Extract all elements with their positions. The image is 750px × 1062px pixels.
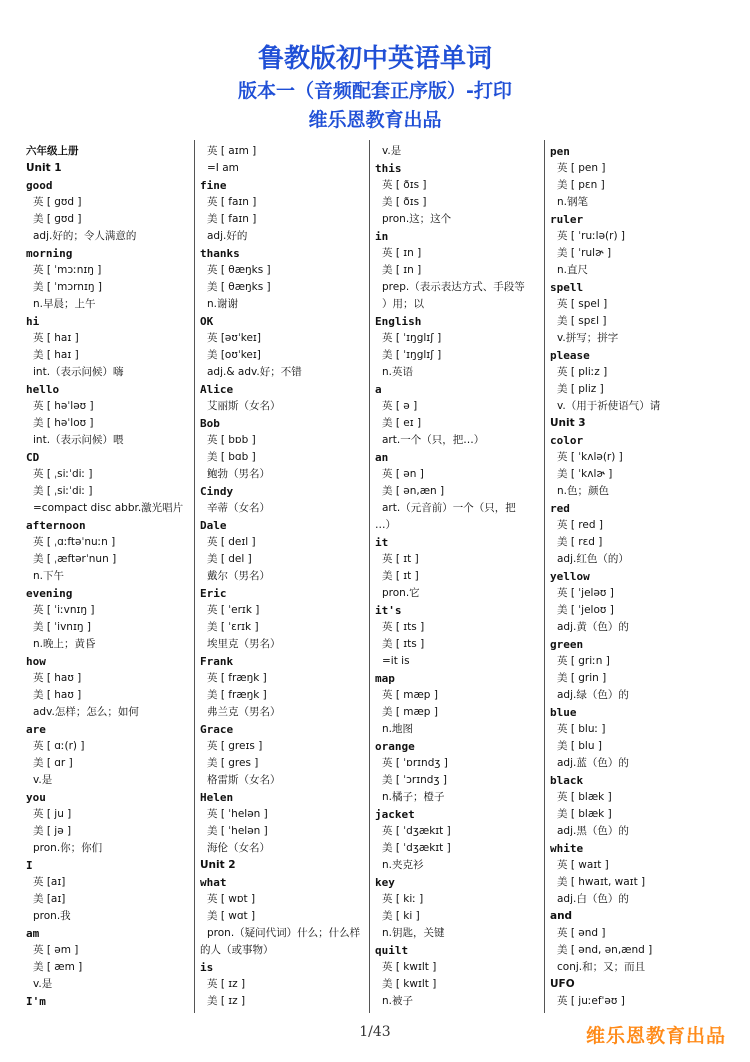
document-subtitle: 版本一（音频配套正序版）-打印 bbox=[238, 80, 512, 102]
entry-line: 美 [ ˈdʒækɪt ] bbox=[382, 842, 451, 854]
entry-line: 美 [ grin ] bbox=[557, 672, 607, 684]
entry-line: 英 [ ɪz ] bbox=[207, 978, 246, 990]
headword: how bbox=[26, 655, 46, 668]
headword: fine bbox=[200, 179, 227, 192]
headword: hello bbox=[26, 383, 60, 396]
entry-line: 美 [ blæk ] bbox=[557, 808, 612, 820]
headword: Grace bbox=[200, 723, 234, 736]
entry-line: n.地图 bbox=[382, 723, 413, 735]
entry-line: 英 [ juːefˈəʊ ] bbox=[557, 995, 625, 1007]
entry-line: 英 [ griːn ] bbox=[557, 655, 610, 667]
entry-line: 美 [ bɑb ] bbox=[207, 451, 256, 463]
entry-line: 美 [ ˈmɔrnɪŋ ] bbox=[33, 281, 102, 293]
headword: please bbox=[550, 349, 590, 362]
entry-line: 英 [ həˈləʊ ] bbox=[33, 400, 94, 412]
entry-line: 英 [ bluː ] bbox=[557, 723, 606, 735]
entry-line: ）用；以 bbox=[382, 298, 424, 310]
entry-line: v.拼写；拼字 bbox=[557, 332, 619, 344]
headword: map bbox=[375, 672, 395, 685]
entry-line: 英 [ mæp ] bbox=[382, 689, 438, 701]
entry-line: 美 [ ðɪs ] bbox=[382, 196, 427, 208]
entry-line: 英 [ ɪt ] bbox=[382, 553, 419, 565]
entry-line: adj.绿（色）的 bbox=[557, 689, 629, 701]
entry-line: n.谢谢 bbox=[207, 298, 238, 310]
section-heading: Unit 1 bbox=[26, 162, 62, 174]
headword: pen bbox=[550, 145, 570, 158]
entry-line: 英 [ ə ] bbox=[382, 400, 418, 412]
entry-line: 英 [ wɒt ] bbox=[207, 893, 256, 905]
headword: am bbox=[26, 927, 40, 940]
entry-line: pron.这；这个 bbox=[382, 213, 452, 225]
entry-line: 美 [ ən,æn ] bbox=[382, 485, 445, 497]
entry-line: 英 [ ˈhelən ] bbox=[207, 808, 268, 820]
entry-line: n.钢笔 bbox=[557, 196, 588, 208]
headword: I bbox=[26, 859, 33, 872]
entry-line: 美 [ mæp ] bbox=[382, 706, 438, 718]
entry-line: adj.红色（的） bbox=[557, 553, 629, 565]
word-column-3 bbox=[375, 143, 540, 1010]
entry-line: 英 [ deɪl ] bbox=[207, 536, 256, 548]
entry-line: 英 [ ən ] bbox=[382, 468, 424, 480]
word-column-4 bbox=[550, 143, 720, 1010]
entry-line: n.英语 bbox=[382, 366, 413, 378]
headword: yellow bbox=[550, 570, 590, 583]
entry-line: 美 [ ˈivnɪŋ ] bbox=[33, 621, 91, 633]
headword: are bbox=[26, 723, 46, 736]
section-heading: 六年级上册 bbox=[26, 145, 79, 157]
entry-line: n.色；颜色 bbox=[557, 485, 609, 497]
headword: this bbox=[375, 162, 402, 175]
entry-line: 英 [ ˈdʒækɪt ] bbox=[382, 825, 451, 837]
entry-line: n.直尺 bbox=[557, 264, 588, 276]
entry-line: 美 [ ˈɛrɪk ] bbox=[207, 621, 259, 633]
entry-line: n.晚上；黄昏 bbox=[33, 638, 96, 650]
headword: quilt bbox=[375, 944, 409, 957]
entry-line: pron.你；你们 bbox=[33, 842, 103, 854]
headword: spell bbox=[550, 281, 584, 294]
entry-line: 英 [ ˈerɪk ] bbox=[207, 604, 260, 616]
entry-line: 英 [ haɪ ] bbox=[33, 332, 79, 344]
entry-line: 英 [ waɪt ] bbox=[557, 859, 609, 871]
headword: an bbox=[375, 451, 389, 464]
entry-line: 美 [ wɑt ] bbox=[207, 910, 256, 922]
entry-line: 美 [ ˈrulɚ ] bbox=[557, 247, 612, 259]
headword: afternoon bbox=[26, 519, 86, 532]
publisher-line: 维乐恩教育出品 bbox=[308, 109, 442, 131]
headword: good bbox=[26, 179, 53, 192]
headword: ruler bbox=[550, 213, 584, 226]
entry-line: 英 [ ənd ] bbox=[557, 927, 606, 939]
entry-line: 英 [ pen ] bbox=[557, 162, 606, 174]
watermark: 维乐恩教育出品 bbox=[586, 1025, 727, 1047]
entry-line: 美 [ ɡʊd ] bbox=[33, 213, 82, 225]
entry-line: prep.（表示表达方式、手段等 bbox=[382, 281, 525, 293]
entry-line: 英 [ ˈkʌlə(r) ] bbox=[557, 451, 623, 463]
entry-line: 美 [ pliz ] bbox=[557, 383, 604, 395]
headword: Alice bbox=[200, 383, 234, 396]
entry-line: 美 [ faɪn ] bbox=[207, 213, 257, 225]
headword: in bbox=[375, 230, 389, 243]
headword: Eric bbox=[200, 587, 227, 600]
entry-line: 美 [oʊˈkeɪ] bbox=[207, 349, 261, 361]
headword: Helen bbox=[200, 791, 234, 804]
entry-line: 美 [ ˈɔrɪndʒ ] bbox=[382, 774, 447, 786]
entry-line: 辛蒂（女名） bbox=[207, 502, 270, 514]
entry-line: 鲍勃（男名） bbox=[207, 468, 270, 480]
entry-line: 美 [ fræŋk ] bbox=[207, 689, 267, 701]
entry-line: 美 [ haɪ ] bbox=[33, 349, 79, 361]
entry-line: int.（表示问候）喂 bbox=[33, 434, 124, 446]
headword: a bbox=[375, 383, 382, 396]
entry-line: 戴尔（男名） bbox=[207, 570, 270, 582]
headword: what bbox=[200, 876, 227, 889]
headword: I'm bbox=[26, 995, 46, 1008]
entry-line: 美 [aɪ] bbox=[33, 893, 66, 905]
entry-line: 英 [ ˈiːvnɪŋ ] bbox=[33, 604, 95, 616]
entry-line: 英 [ fræŋk ] bbox=[207, 672, 267, 684]
entry-line: 英 [ ˈmɔːnɪŋ ] bbox=[33, 264, 102, 276]
entry-line: 美 [ rɛd ] bbox=[557, 536, 603, 548]
entry-line: 英 [ red ] bbox=[557, 519, 603, 531]
entry-line: 英 [ ˈruːlə(r) ] bbox=[557, 230, 625, 242]
entry-line: 英 [ ɪts ] bbox=[382, 621, 425, 633]
entry-line: n.被子 bbox=[382, 995, 413, 1007]
headword: orange bbox=[375, 740, 415, 753]
entry-line: n.下午 bbox=[33, 570, 64, 582]
headword: Dale bbox=[200, 519, 227, 532]
entry-line: 美 [ haʊ ] bbox=[33, 689, 82, 701]
headword: thanks bbox=[200, 247, 240, 260]
entry-line: 英 [ kwɪlt ] bbox=[382, 961, 437, 973]
entry-line: 英 [ ˌsiːˈdiː ] bbox=[33, 468, 93, 480]
entry-line: 格雷斯（女名） bbox=[207, 774, 281, 786]
entry-line: n.夹克衫 bbox=[382, 859, 424, 871]
headword: blue bbox=[550, 706, 577, 719]
entry-line: 英 [ ˈɒrɪndʒ ] bbox=[382, 757, 448, 769]
entry-line: 英 [aɪ] bbox=[33, 876, 66, 888]
entry-line: =compact disc abbr.激光唱片 bbox=[33, 502, 184, 514]
section-heading: and bbox=[550, 910, 573, 922]
headword: black bbox=[550, 774, 584, 787]
entry-line: 英 [ ðɪs ] bbox=[382, 179, 427, 191]
entry-line: 英 [ ˌɑːftəˈnuːn ] bbox=[33, 536, 116, 548]
entry-line: 英 [əʊˈkeɪ] bbox=[207, 332, 261, 344]
entry-line: 美 [ ˈhelən ] bbox=[207, 825, 268, 837]
entry-line: 英 [ spel ] bbox=[557, 298, 608, 310]
entry-line: art.一个（只，把…） bbox=[382, 434, 485, 446]
entry-line: 英 [ bɒb ] bbox=[207, 434, 256, 446]
word-column-1 bbox=[26, 143, 191, 1010]
entry-line: adj.黄（色）的 bbox=[557, 621, 629, 633]
entry-line: n.橘子；橙子 bbox=[382, 791, 445, 803]
entry-line: adj.好的；令人满意的 bbox=[33, 230, 137, 242]
entry-line: 美 [ del ] bbox=[207, 553, 252, 565]
entry-line: 英 [ greɪs ] bbox=[207, 740, 263, 752]
entry-line: int.（表示问候）嗨 bbox=[33, 366, 124, 378]
headword: color bbox=[550, 434, 584, 447]
entry-line: 美 [ ˌsiːˈdiː ] bbox=[33, 485, 93, 497]
page-number: 1/43 bbox=[359, 1024, 391, 1040]
entry-line: art.（元音前）一个（只，把 bbox=[382, 502, 516, 514]
headword: Bob bbox=[200, 417, 220, 430]
headword: you bbox=[26, 791, 46, 804]
column-divider bbox=[369, 140, 370, 1013]
entry-line: 美 [ pɛn ] bbox=[557, 179, 605, 191]
section-heading: Unit 3 bbox=[550, 417, 586, 429]
section-heading: UFO bbox=[550, 978, 575, 990]
entry-line: 英 [ aɪm ] bbox=[207, 145, 257, 157]
entry-line: v.（用于祈使语气）请 bbox=[557, 400, 661, 412]
entry-line: 艾丽斯（女名） bbox=[207, 400, 281, 412]
entry-line: adv.怎样；怎么；如何 bbox=[33, 706, 139, 718]
headword: Cindy bbox=[200, 485, 234, 498]
entry-line: 埃里克（男名） bbox=[207, 638, 281, 650]
entry-line: 美 [ həˈloʊ ] bbox=[33, 417, 94, 429]
entry-line: 美 [ ɪz ] bbox=[207, 995, 246, 1007]
document-title: 鲁教版初中英语单词 bbox=[257, 44, 492, 74]
entry-line: 美 [ eɪ ] bbox=[382, 417, 422, 429]
entry-line: 英 [ ˈjeləʊ ] bbox=[557, 587, 614, 599]
entry-line: 英 [ blæk ] bbox=[557, 791, 612, 803]
entry-line: n.钥匙，关键 bbox=[382, 927, 445, 939]
entry-line: 英 [ pliːz ] bbox=[557, 366, 608, 378]
entry-line: 美 [ ˈɪŋglɪʃ ] bbox=[382, 349, 442, 361]
entry-line: 英 [ kiː ] bbox=[382, 893, 424, 905]
entry-line: v.是 bbox=[33, 978, 53, 990]
entry-line: adj.白（色）的 bbox=[557, 893, 629, 905]
headword: morning bbox=[26, 247, 73, 260]
entry-line: 美 [ θæŋks ] bbox=[207, 281, 271, 293]
entry-line: pron.我 bbox=[33, 910, 71, 922]
entry-line: =I am bbox=[207, 162, 239, 174]
column-divider bbox=[544, 140, 545, 1013]
entry-line: 英 [ ɑː(r) ] bbox=[33, 740, 85, 752]
column-divider bbox=[194, 140, 195, 1013]
headword: Frank bbox=[200, 655, 234, 668]
entry-line: adj.蓝（色）的 bbox=[557, 757, 629, 769]
entry-line: pron.（疑问代词）什么；什么样 bbox=[207, 927, 361, 939]
entry-line: 弗兰克（男名） bbox=[207, 706, 281, 718]
headword: it's bbox=[375, 604, 402, 617]
entry-line: 美 [ kwɪlt ] bbox=[382, 978, 437, 990]
entry-line: n.早晨；上午 bbox=[33, 298, 96, 310]
entry-line: 美 [ ki ] bbox=[382, 910, 420, 922]
headword: evening bbox=[26, 587, 73, 600]
entry-line: 美 [ ənd, ən,ænd ] bbox=[557, 944, 653, 956]
headword: white bbox=[550, 842, 584, 855]
headword: OK bbox=[200, 315, 214, 328]
entry-line: 海伦（女名） bbox=[207, 842, 270, 854]
entry-line: 美 [ ɪt ] bbox=[382, 570, 419, 582]
entry-line: 美 [ ˈkʌlɚ ] bbox=[557, 468, 613, 480]
headword: green bbox=[550, 638, 584, 651]
entry-line: 英 [ ju ] bbox=[33, 808, 72, 820]
entry-line: adj.好的 bbox=[207, 230, 248, 242]
entry-line: 英 [ ɪn ] bbox=[382, 247, 422, 259]
headword: key bbox=[375, 876, 395, 889]
headword: hi bbox=[26, 315, 40, 328]
headword: CD bbox=[26, 451, 40, 464]
entry-line: 英 [ ˈɪŋglɪʃ ] bbox=[382, 332, 442, 344]
entry-line: v.是 bbox=[33, 774, 53, 786]
headword: is bbox=[200, 961, 214, 974]
entry-line: 英 [ θæŋks ] bbox=[207, 264, 271, 276]
entry-line: 美 [ jə ] bbox=[33, 825, 72, 837]
section-heading: Unit 2 bbox=[200, 859, 236, 871]
headword: English bbox=[375, 315, 422, 328]
entry-line: 美 [ æm ] bbox=[33, 961, 83, 973]
entry-line: adj.& adv.好；不错 bbox=[207, 366, 302, 378]
entry-line: 英 [ əm ] bbox=[33, 944, 79, 956]
entry-line: 英 [ gʊd ] bbox=[33, 196, 82, 208]
headword: jacket bbox=[375, 808, 415, 821]
entry-line: adj.黑（色）的 bbox=[557, 825, 629, 837]
entry-line: 美 [ blu ] bbox=[557, 740, 602, 752]
entry-line: 美 [ gres ] bbox=[207, 757, 259, 769]
entry-line: pron.它 bbox=[382, 587, 420, 599]
entry-line: 美 [ hwaɪt, waɪt ] bbox=[557, 876, 646, 888]
entry-line: 的人（或事物） bbox=[200, 944, 274, 956]
entry-line: 美 [ spɛl ] bbox=[557, 315, 607, 327]
entry-line: 英 [ haʊ ] bbox=[33, 672, 82, 684]
entry-line: 美 [ ˌæftərˈnun ] bbox=[33, 553, 117, 565]
entry-line: 美 [ ɪts ] bbox=[382, 638, 425, 650]
word-column-2 bbox=[200, 143, 365, 1010]
headword: red bbox=[550, 502, 570, 515]
entry-line: v.是 bbox=[382, 145, 402, 157]
entry-line: =it is bbox=[382, 655, 410, 667]
entry-line: 美 [ ɑr ] bbox=[33, 757, 73, 769]
entry-line: 美 [ ɪn ] bbox=[382, 264, 422, 276]
entry-line: …） bbox=[375, 519, 396, 531]
headword: it bbox=[375, 536, 389, 549]
entry-line: conj.和；又；而且 bbox=[557, 961, 646, 973]
entry-line: 美 [ ˈjeloʊ ] bbox=[557, 604, 614, 616]
entry-line: 英 [ faɪn ] bbox=[207, 196, 257, 208]
